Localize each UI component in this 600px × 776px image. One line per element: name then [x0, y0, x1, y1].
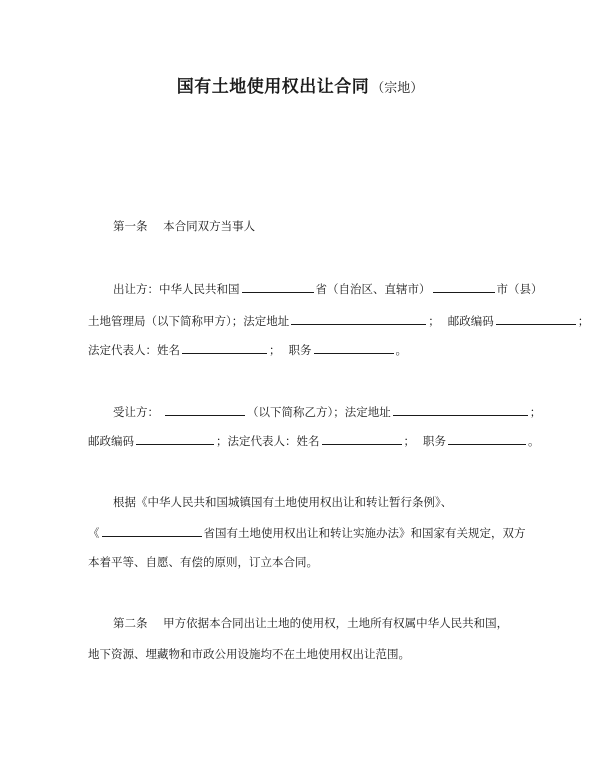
- grantor-line-3: [88, 341, 407, 358]
- separator: ；: [577, 314, 590, 328]
- basis-line-3: 本着平等、自愿、有偿的原则，订立本合同。: [88, 555, 318, 569]
- grantee-name-blank: [165, 403, 245, 416]
- grantor-address-label: 土地管理局（以下简称甲方）；法定地址: [88, 314, 290, 328]
- article1-line: [113, 218, 255, 234]
- grantor-rep-name-blank: [182, 341, 267, 354]
- grantee-rep-name-blank: [322, 432, 402, 445]
- article2-heading: 第二条: [113, 616, 148, 630]
- province-name-blank: [102, 524, 202, 537]
- city-suffix: 市（县）: [496, 282, 543, 296]
- document-title: [0, 72, 600, 97]
- grantor-position-label: 职务: [288, 343, 312, 357]
- grantor-postcode-label: 邮政编码: [447, 314, 494, 328]
- grantor-address-blank: [291, 312, 426, 325]
- grantee-rep-label: ；法定代表人：姓名: [216, 434, 320, 448]
- basis-line-1: 根据《中华人民共和国城镇国有土地使用权出让和转让暂行条例》、: [113, 495, 453, 509]
- grantor-label: 出让方：中华人民共和国: [113, 282, 240, 296]
- article1-text: 本合同双方当事人: [163, 219, 256, 233]
- article1-heading: 第一条: [113, 219, 148, 233]
- basis-line-2: [88, 524, 526, 541]
- province-blank: [242, 280, 314, 293]
- open-bracket: 《: [88, 526, 100, 540]
- separator: ；: [269, 343, 281, 357]
- grantor-rep-label: 法定代表人：姓名: [88, 343, 180, 357]
- article2-line-2: 地下资源、埋藏物和市政公用设施均不在土地使用权出让范围。: [88, 647, 410, 661]
- grantee-position-blank: [448, 432, 526, 445]
- grantee-line-2: [88, 432, 540, 449]
- grantor-position-blank: [314, 341, 394, 354]
- grantee-label: 受让方：: [113, 405, 159, 419]
- grantee-position-label: 职务: [423, 434, 446, 448]
- grantee-address-blank: [393, 403, 528, 416]
- article2-line-1: [113, 615, 508, 631]
- article2-text: 甲方依据本合同出让土地的使用权，土地所有权属中华人民共和国，: [163, 616, 509, 630]
- period: 。: [395, 343, 407, 357]
- grantor-postcode-blank: [496, 312, 576, 325]
- grantee-postcode-label: 邮政编码: [88, 434, 134, 448]
- grantor-line-1: [113, 280, 543, 297]
- title-main: 国有土地使用权出让合同: [176, 77, 370, 97]
- title-sub: （宗地）: [371, 81, 424, 96]
- separator: ；: [529, 405, 542, 419]
- grantee-postcode-blank: [136, 432, 214, 445]
- grantee-address-label: （以下简称乙方）；法定地址: [247, 405, 391, 419]
- grantee-line-1: [113, 403, 541, 420]
- grantor-line-2: [88, 312, 589, 329]
- province-suffix: 省（自治区、直辖市）: [315, 282, 431, 296]
- period: 。: [528, 434, 540, 448]
- separator: ；: [428, 314, 440, 328]
- basis-text: 省国有土地使用权出让和转让实施办法》和国家有关规定，双方: [203, 526, 526, 540]
- separator: ；: [403, 434, 415, 448]
- city-blank: [433, 280, 495, 293]
